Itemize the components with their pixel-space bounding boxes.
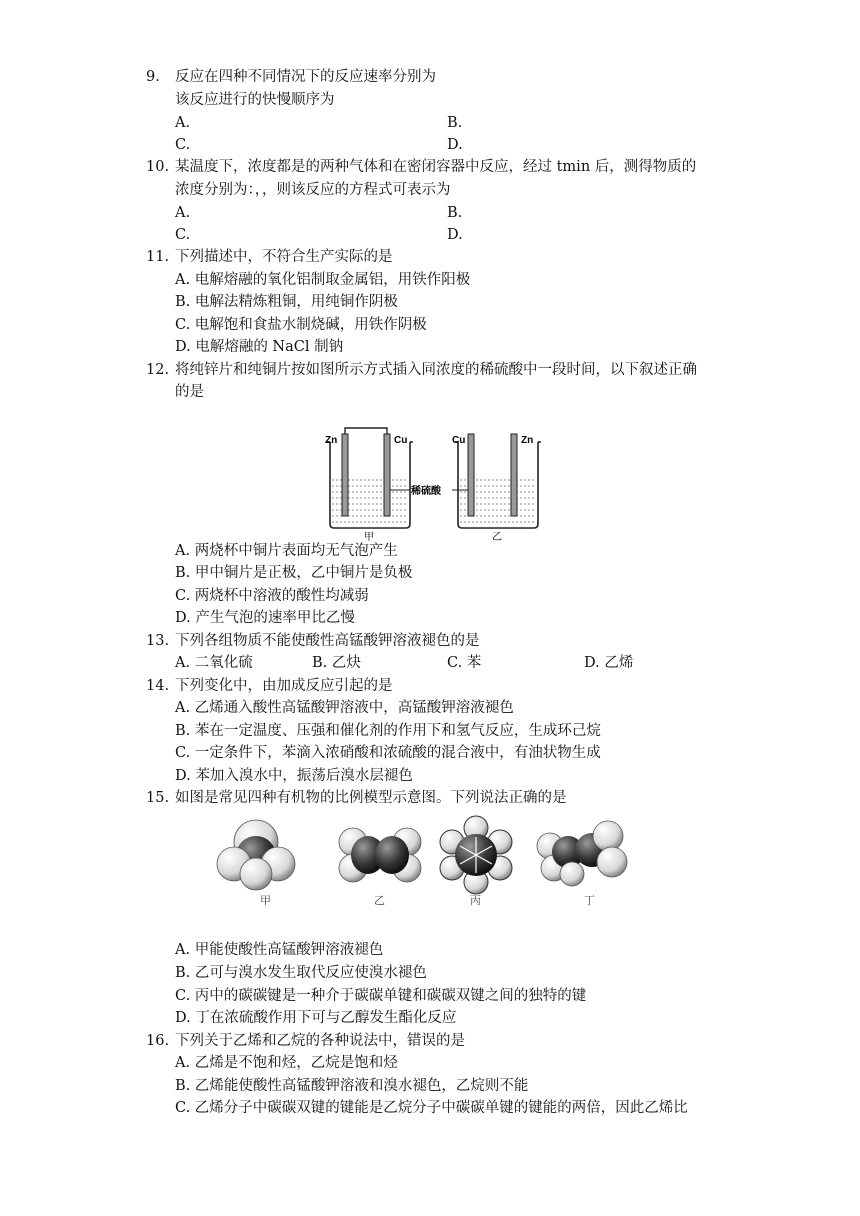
- galvanic-cell-figure: [318, 424, 548, 544]
- option-a: A. 两烧杯中铜片表面均无气泡产生: [175, 543, 398, 559]
- question-stem: 反应在四种不同情况下的反应速率分别为: [175, 69, 436, 85]
- beaker-yi-label: 乙: [492, 532, 502, 543]
- molecule-models-figure: [210, 812, 630, 916]
- option-c: C. 乙烯分子中碳碳双键的键能是乙烷分子中碳碳单键的键能的两倍，因此乙烯比: [175, 1100, 688, 1116]
- option-a: A. 甲能使酸性高锰酸钾溶液褪色: [175, 942, 384, 958]
- option-b: B. 乙烯能使酸性高锰酸钾溶液和溴水褪色，乙烷则不能: [175, 1078, 529, 1094]
- option-a: A.: [175, 205, 191, 221]
- option-a: A.: [175, 115, 191, 131]
- cu-label: Cu: [394, 435, 408, 446]
- question-number: 11.: [146, 249, 170, 265]
- label-bing: 丙: [470, 895, 481, 907]
- question-stem-cont: 该反应进行的快慢顺序为: [175, 92, 335, 108]
- question-stem: 下列各组物质不能使酸性高锰酸钾溶液褪色的是: [175, 633, 480, 649]
- label-yi: 乙: [374, 895, 385, 907]
- cu-label-yi: Cu: [452, 435, 466, 446]
- option-d: D. 电解熔融的 NaCl 制钠: [175, 339, 344, 355]
- option-a: A. 乙烯是不饱和烃，乙烷是饱和烃: [175, 1055, 398, 1071]
- question-stem-cont: 浓度分别为：，，则该反应的方程式可表示为: [175, 182, 451, 198]
- option-a: A. 二氧化硫: [175, 655, 253, 671]
- question-stem: 将纯锌片和纯铜片按如图所示方式插入同浓度的稀硫酸中一段时间，以下叙述正确: [175, 362, 697, 378]
- question-number: 13.: [146, 633, 170, 649]
- option-b: B.: [447, 205, 463, 221]
- question-stem: 下列变化中，由加成反应引起的是: [175, 678, 393, 694]
- acid-label: 稀硫酸: [411, 486, 441, 497]
- option-b: B. 甲中铜片是正极，乙中铜片是负极: [175, 565, 413, 581]
- option-c: C.: [175, 137, 191, 153]
- model-yi-ethylene: [339, 828, 421, 882]
- question-number: 12.: [146, 362, 170, 378]
- option-d: D.: [447, 137, 463, 153]
- beaker-jia-label: 甲: [364, 532, 374, 543]
- model-bing-benzene: [440, 816, 512, 894]
- option-b: B.: [447, 115, 463, 131]
- option-b: B. 电解法精炼粗铜，用纯铜作阴极: [175, 294, 398, 310]
- option-d: D. 乙烯: [584, 655, 634, 671]
- option-b: B. 苯在一定温度、压强和催化剂的作用下和氢气反应，生成环己烷: [175, 723, 601, 739]
- option-c: C.: [175, 227, 191, 243]
- model-ding-acetic-acid: [537, 821, 627, 886]
- option-b: B. 乙可与溴水发生取代反应使溴水褪色: [175, 965, 427, 981]
- option-c: C. 丙中的碳碳键是一种介于碳碳单键和碳碳双键之间的独特的键: [175, 988, 587, 1004]
- question-number: 10.: [146, 159, 170, 175]
- question-number: 14.: [146, 678, 170, 694]
- option-c: C. 两烧杯中溶液的酸性均减弱: [175, 588, 369, 604]
- option-c: C. 苯: [447, 655, 482, 671]
- option-a: A. 电解熔融的氧化铝制取金属铝，用铁作阳极: [175, 272, 471, 288]
- question-number: 16.: [146, 1033, 170, 1049]
- label-ding: 丁: [584, 895, 595, 907]
- option-a: A. 乙烯通入酸性高锰酸钾溶液中，高锰酸钾溶液褪色: [175, 700, 514, 716]
- zn-label: Zn: [325, 435, 338, 446]
- question-number: 15.: [146, 790, 170, 806]
- zn-label-yi: Zn: [521, 435, 534, 446]
- option-b: B. 乙炔: [312, 655, 361, 671]
- option-c: C. 一定条件下，苯滴入浓硝酸和浓硫酸的混合液中，有油状物生成: [175, 745, 601, 761]
- option-c: C. 电解饱和食盐水制烧碱，用铁作阴极: [175, 317, 427, 333]
- option-d: D.: [447, 227, 463, 243]
- model-jia-methane: [217, 820, 295, 890]
- question-stem: 下列描述中，不符合生产实际的是: [175, 249, 393, 265]
- question-number: 9.: [146, 69, 160, 85]
- option-d: D. 丁在浓硫酸作用下可与乙醇发生酯化反应: [175, 1010, 457, 1026]
- option-d: D. 产生气泡的速率甲比乙慢: [175, 610, 355, 626]
- beaker-yi: [455, 434, 541, 528]
- option-d: D. 苯加入溴水中，振荡后溴水层褪色: [175, 768, 413, 784]
- question-stem: 某温度下，浓度都是的两种气体和在密闭容器中反应，经过 tmin 后，测得物质的: [175, 159, 697, 175]
- question-stem: 如图是常见四种有机物的比例模型示意图。下列说法正确的是: [175, 790, 567, 806]
- question-stem-cont: 的是: [175, 384, 204, 400]
- label-jia: 甲: [260, 895, 271, 907]
- question-stem: 下列关于乙烯和乙烷的各种说法中，错误的是: [175, 1033, 465, 1049]
